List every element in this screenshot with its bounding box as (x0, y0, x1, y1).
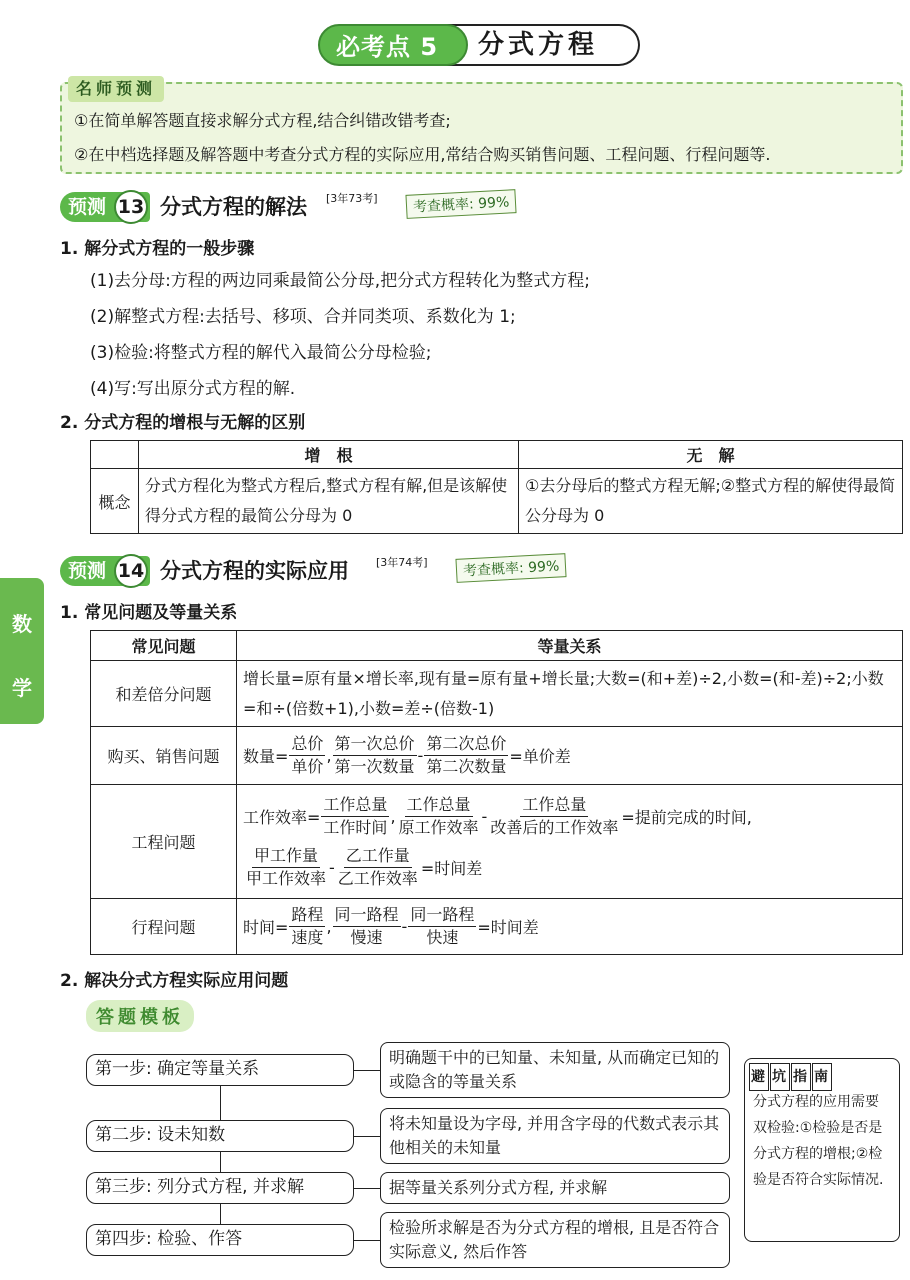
numerator: 第一次总价 (333, 733, 417, 756)
fraction (424, 733, 508, 778)
table-cell (237, 727, 903, 785)
tip-title-char: 坑 (770, 1063, 790, 1091)
table-header: 增 根 (139, 441, 519, 469)
table-cell: 分式方程化为整式方程后,整式方程有解,但是该解使得分式方程的最简公分母为 0 (139, 469, 519, 534)
numerator: 路程 (289, 904, 325, 927)
flow-description-2: 将未知量设为字母, 并用含字母的代数式表示其他相关的未知量 (380, 1108, 730, 1164)
denominator: 工作时间 (323, 817, 388, 837)
flow-step-1: 第一步: 确定等量关系 (86, 1054, 354, 1086)
numerator: 乙工作量 (344, 845, 412, 868)
table-header: 无 解 (519, 441, 903, 469)
tip-title-char: 避 (749, 1063, 769, 1091)
formula-text: 时间= (243, 918, 289, 937)
flow-step-3: 第三步: 列分式方程, 并求解 (86, 1172, 354, 1204)
flow-connector (354, 1136, 380, 1137)
header (318, 24, 640, 66)
numerator: 甲工作量 (252, 845, 320, 868)
numerator: 同一路程 (333, 904, 401, 927)
numerator: 同一路程 (408, 904, 476, 927)
fraction (289, 733, 325, 778)
flow-connector (354, 1240, 380, 1241)
table-header: 常见问题 (91, 631, 237, 661)
prediction-line-1: ①在简单解答题直接求解分式方程,结合纠错改错考查; (74, 111, 451, 130)
denominator: 速度 (291, 928, 324, 947)
prediction-line-2: ②在中档选择题及解答题中考查分式方程的实际应用,常结合购买销售问题、工程问题、行程问题等. (74, 145, 771, 164)
section-number: 14 (114, 554, 148, 588)
s13-step-2: (2)解整式方程:去括号、移项、合并同类项、系数化为 1; (90, 307, 516, 327)
table-row-label: 购买、销售问题 (91, 727, 237, 785)
s13-step-3: (3)检验:将整式方程的解代入最简公分母检验; (90, 343, 432, 363)
section-probability: 考查概率: 99% (455, 553, 566, 583)
denominator: 原工作效率 (398, 817, 479, 837)
fraction (333, 733, 417, 778)
formula-text: 工作效率= (243, 807, 321, 827)
header-badge: 必考点 5 (318, 24, 468, 66)
formula-text: , (390, 806, 396, 826)
numerator: 工作总量 (321, 794, 389, 817)
formula-text: 数量= (243, 747, 289, 766)
s14-heading-1: 1. 常见问题及等量关系 (60, 603, 238, 623)
section-tag: 预测 (60, 192, 150, 222)
formula-text: - (401, 917, 408, 936)
formula-text: - (481, 806, 488, 826)
formula-text: =单价差 (509, 747, 571, 766)
section-14-header (60, 554, 660, 588)
table-cell (237, 785, 903, 899)
s13-heading-1: 1. 解分式方程的一般步骤 (60, 239, 255, 259)
table-header (91, 441, 139, 469)
numerator: 总价 (289, 733, 325, 756)
denominator: 第二次数量 (426, 757, 507, 776)
table-row-label: 概念 (91, 469, 139, 534)
formula-text: , (326, 917, 332, 936)
table-cell: 增长量=原有量×增长率,现有量=原有量+增长量;大数=(和+差)÷2,小数=(和-差)÷2;小数=和÷(倍数+1),小数=差÷(倍数-1) (237, 661, 903, 727)
flow-description-1: 明确题干中的已知量、未知量, 从而确定已知的或隐含的等量关系 (380, 1042, 730, 1098)
numerator: 工作总量 (520, 794, 588, 817)
fraction (488, 794, 620, 839)
equal-relation-table (90, 630, 903, 955)
section-title: 分式方程的实际应用 (160, 559, 349, 583)
fraction (333, 904, 401, 949)
table-row-label: 工程问题 (91, 785, 237, 899)
denominator: 乙工作效率 (337, 868, 418, 888)
s13-step-4: (4)写:写出原分式方程的解. (90, 379, 296, 399)
denominator: 甲工作效率 (246, 868, 327, 888)
tip-title-char: 指 (791, 1063, 811, 1091)
section-frequency: [3年74考] (376, 556, 428, 569)
flow-line (220, 1070, 221, 1240)
flow-description-3: 据等量关系列分式方程, 并求解 (380, 1172, 730, 1204)
fraction (408, 904, 476, 949)
formula-text: - (417, 746, 424, 765)
pitfall-guide-title (749, 1063, 833, 1091)
s13-heading-2: 2. 分式方程的增根与无解的区别 (60, 413, 306, 433)
formula-text: =时间差 (420, 858, 483, 878)
fraction (244, 845, 328, 890)
section-frequency: [3年73考] (326, 192, 378, 205)
tip-title-char: 南 (812, 1063, 832, 1091)
page-title: 分式方程 (446, 24, 640, 66)
formula-text: =提前完成的时间, (621, 807, 752, 827)
flow-step-2: 第二步: 设未知数 (86, 1120, 354, 1152)
side-tab-char: 学 (12, 676, 32, 700)
pitfall-guide-box (744, 1058, 900, 1242)
formula-text: , (326, 746, 332, 765)
section-number: 13 (114, 190, 148, 224)
pitfall-guide-text: 分式方程的应用需要双检验:①检验是否是分式方程的增根;②检验是否符合实际情况. (753, 1094, 884, 1188)
table-row-label: 行程问题 (91, 899, 237, 955)
prediction-tag: 名师预测 (68, 76, 164, 102)
fraction (321, 794, 389, 839)
formula-text: - (329, 857, 335, 877)
flow-connector (354, 1070, 380, 1071)
denominator: 改善后的工作效率 (490, 817, 619, 837)
table-row-label: 和差倍分问题 (91, 661, 237, 727)
template-tag: 答题模板 (86, 1000, 194, 1032)
flow-description-4: 检验所求解是否为分式方程的增根, 且是否符合实际意义, 然后作答 (380, 1212, 730, 1268)
fraction (289, 904, 325, 949)
section-title: 分式方程的解法 (160, 195, 307, 219)
denominator: 快速 (426, 928, 459, 947)
root-vs-nosolution-table (90, 440, 903, 534)
table-cell: ①去分母后的整式方程无解;②整式方程的解使得最简公分母为 0 (519, 469, 903, 534)
formula-text: =时间差 (477, 918, 539, 937)
numerator: 工作总量 (405, 794, 473, 817)
denominator: 单价 (291, 757, 324, 776)
section-tag: 预测 (60, 556, 150, 586)
s14-heading-2: 2. 解决分式方程实际应用问题 (60, 971, 289, 991)
side-tab-char: 数 (12, 612, 32, 636)
flow-step-4: 第四步: 检验、作答 (86, 1224, 354, 1256)
subject-side-tab (0, 578, 44, 724)
fraction (397, 794, 481, 839)
table-header: 等量关系 (237, 631, 903, 661)
flow-connector (354, 1188, 380, 1189)
denominator: 第一次数量 (334, 757, 415, 776)
table-cell (237, 899, 903, 955)
fraction (336, 845, 420, 890)
numerator: 第二次总价 (424, 733, 508, 756)
denominator: 慢速 (350, 928, 383, 947)
s13-step-1: (1)去分母:方程的两边同乘最简公分母,把分式方程转化为整式方程; (90, 271, 590, 291)
section-probability: 考查概率: 99% (405, 189, 516, 219)
section-13-header (60, 190, 660, 224)
